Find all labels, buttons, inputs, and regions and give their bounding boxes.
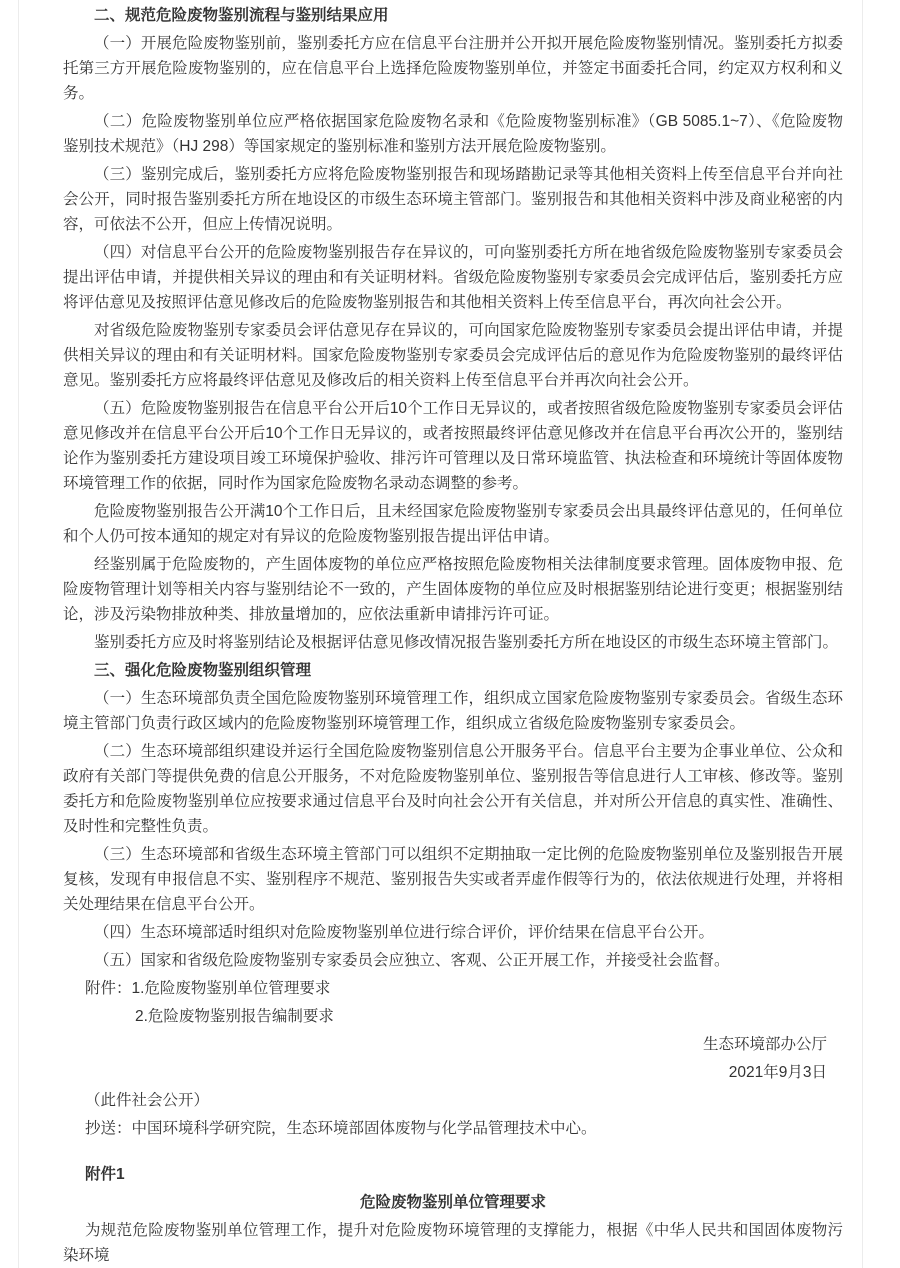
- section-3-paragraph-4: （四）生态环境部适时组织对危险废物鉴别单位进行综合评价，评价结果在信息平台公开。: [94, 924, 715, 941]
- section-2-paragraph-4: （四）对信息平台公开的危险废物鉴别报告存在异议的，可向鉴别委托方所在地省级危险废物鉴别专家委员会提出评估申请，并提供相关异议的理由和有关证明材料。省级危险废物鉴别专家委员会完成评估后，鉴别委托方应将评估意见及按照评估意见修改后的危险废物鉴别报告和其他相关资料上传至信息平台，再次向社会公开。: [63, 244, 843, 311]
- publicity-note: （此件社会公开）: [85, 1092, 210, 1109]
- issuer-line: 生态环境部办公厅: [702, 1036, 827, 1053]
- section-3-paragraph-5: （五）国家和省级危险废物鉴别专家委员会应独立、客观、公正开展工作，并接受社会监督。: [94, 952, 730, 969]
- annex-1-paragraph: 为规范危险废物鉴别单位管理工作，提升对危险废物环境管理的支撑能力，根据《中华人民共和国固体废物污染环境: [63, 1222, 843, 1264]
- section-2-paragraph-9: 鉴别委托方应及时将鉴别结论及根据评估意见修改情况报告鉴别委托方所在地设区的市级生态环境主管部门。: [94, 634, 839, 651]
- cc-line: 抄送：中国环境科学研究院，生态环境部固体废物与化学品管理技术中心。: [85, 1120, 597, 1137]
- section-3-paragraph-1: （一）生态环境部负责全国危险废物鉴别环境管理工作，组织成立国家危险废物鉴别专家委员会。省级生态环境主管部门负责行政区域内的危险废物鉴别环境管理工作，组织成立省级危险废物鉴别专家委员会。: [63, 690, 843, 732]
- annex-1-label: 附件1: [85, 1166, 125, 1183]
- attachment-list-line-2: 2.危险废物鉴别报告编制要求: [135, 1008, 334, 1025]
- section-2-paragraph-2: （二）危险废物鉴别单位应严格依据国家危险废物名录和《危险废物鉴别标准》（GB 5085.1~7）、《危险废物鉴别技术规范》（HJ 298）等国家规定的鉴别标准和鉴别方法开展危险废物鉴别。: [63, 113, 843, 155]
- section-3-paragraph-3: （三）生态环境部和省级生态环境主管部门可以组织不定期抽取一定比例的危险废物鉴别单位及鉴别报告开展复核，发现有申报信息不实、鉴别程序不规范、鉴别报告失实或者弄虚作假等行为的，依法依规进行处理，并将相关处理结果在信息平台公开。: [63, 846, 843, 913]
- section-3-paragraph-2: （二）生态环境部组织建设并运行全国危险废物鉴别信息公开服务平台。信息平台主要为企事业单位、公众和政府有关部门等提供免费的信息公开服务，不对危险废物鉴别单位、鉴别报告等信息进行人工审核、修改等。鉴别委托方和危险废物鉴别单位应按要求通过信息平台及时向社会公开有关信息，并对所公开信息的真实性、准确性、及时性和完整性负责。: [63, 743, 843, 835]
- section-2-paragraph-5: 对省级危险废物鉴别专家委员会评估意见存在异议的，可向国家危险废物鉴别专家委员会提出评估申请，并提供相关异议的理由和有关证明材料。国家危险废物鉴别专家委员会完成评估后的意见作为危险废物鉴别的最终评估意见。鉴别委托方应将最终评估意见及修改后的相关资料上传至信息平台并再次向社会公开。: [63, 322, 843, 389]
- section-2-paragraph-8: 经鉴别属于危险废物的，产生固体废物的单位应严格按照危险废物相关法律制度要求管理。固体废物申报、危险废物管理计划等相关内容与鉴别结论不一致的，产生固体废物的单位应及时根据鉴别结论进行变更；根据鉴别结论，涉及污染物排放种类、排放量增加的，应依法重新申请排污许可证。: [63, 556, 843, 623]
- attachment-list-line-1: 附件：1.危险废物鉴别单位管理要求: [85, 980, 331, 997]
- document-card: [18, 0, 863, 1268]
- section-2-paragraph-3: （三）鉴别完成后，鉴别委托方应将危险废物鉴别报告和现场踏勘记录等其他相关资料上传至信息平台并向社会公开，同时报告鉴别委托方所在地设区的市级生态环境主管部门。鉴别报告和其他相关资料中涉及商业秘密的内容，可依法不公开，但应上传情况说明。: [63, 166, 843, 233]
- date-line: 2021年9月3日: [728, 1064, 827, 1081]
- section-2-paragraph-6: （五）危险废物鉴别报告在信息平台公开后10个工作日无异议的，或者按照省级危险废物鉴别专家委员会评估意见修改并在信息平台公开后10个工作日无异议的，或者按照最终评估意见修改并在信息平台再次公开的，鉴别结论作为鉴别委托方建设项目竣工环境保护验收、排污许可管理以及日常环境监管、执法检查和环境统计等固体废物环境管理工作的依据，同时作为国家危险废物名录动态调整的参考。: [63, 400, 843, 492]
- section-2-paragraph-1: （一）开展危险废物鉴别前，鉴别委托方应在信息平台注册并公开拟开展危险废物鉴别情况。鉴别委托方拟委托第三方开展危险废物鉴别的，应在信息平台上选择危险废物鉴别单位，并签定书面委托合同，约定双方权利和义务。: [63, 35, 843, 102]
- section-2-heading: 二、规范危险废物鉴别流程与鉴别结果应用: [94, 7, 389, 24]
- section-3-heading: 三、强化危险废物鉴别组织管理: [94, 662, 312, 679]
- section-2-paragraph-7: 危险废物鉴别报告公开满10个工作日后，且未经国家危险废物鉴别专家委员会出具最终评估意见的，任何单位和个人仍可按本通知的规定对有异议的危险废物鉴别报告提出评估申请。: [63, 503, 843, 545]
- annex-1-title: 危险废物鉴别单位管理要求: [359, 1194, 546, 1211]
